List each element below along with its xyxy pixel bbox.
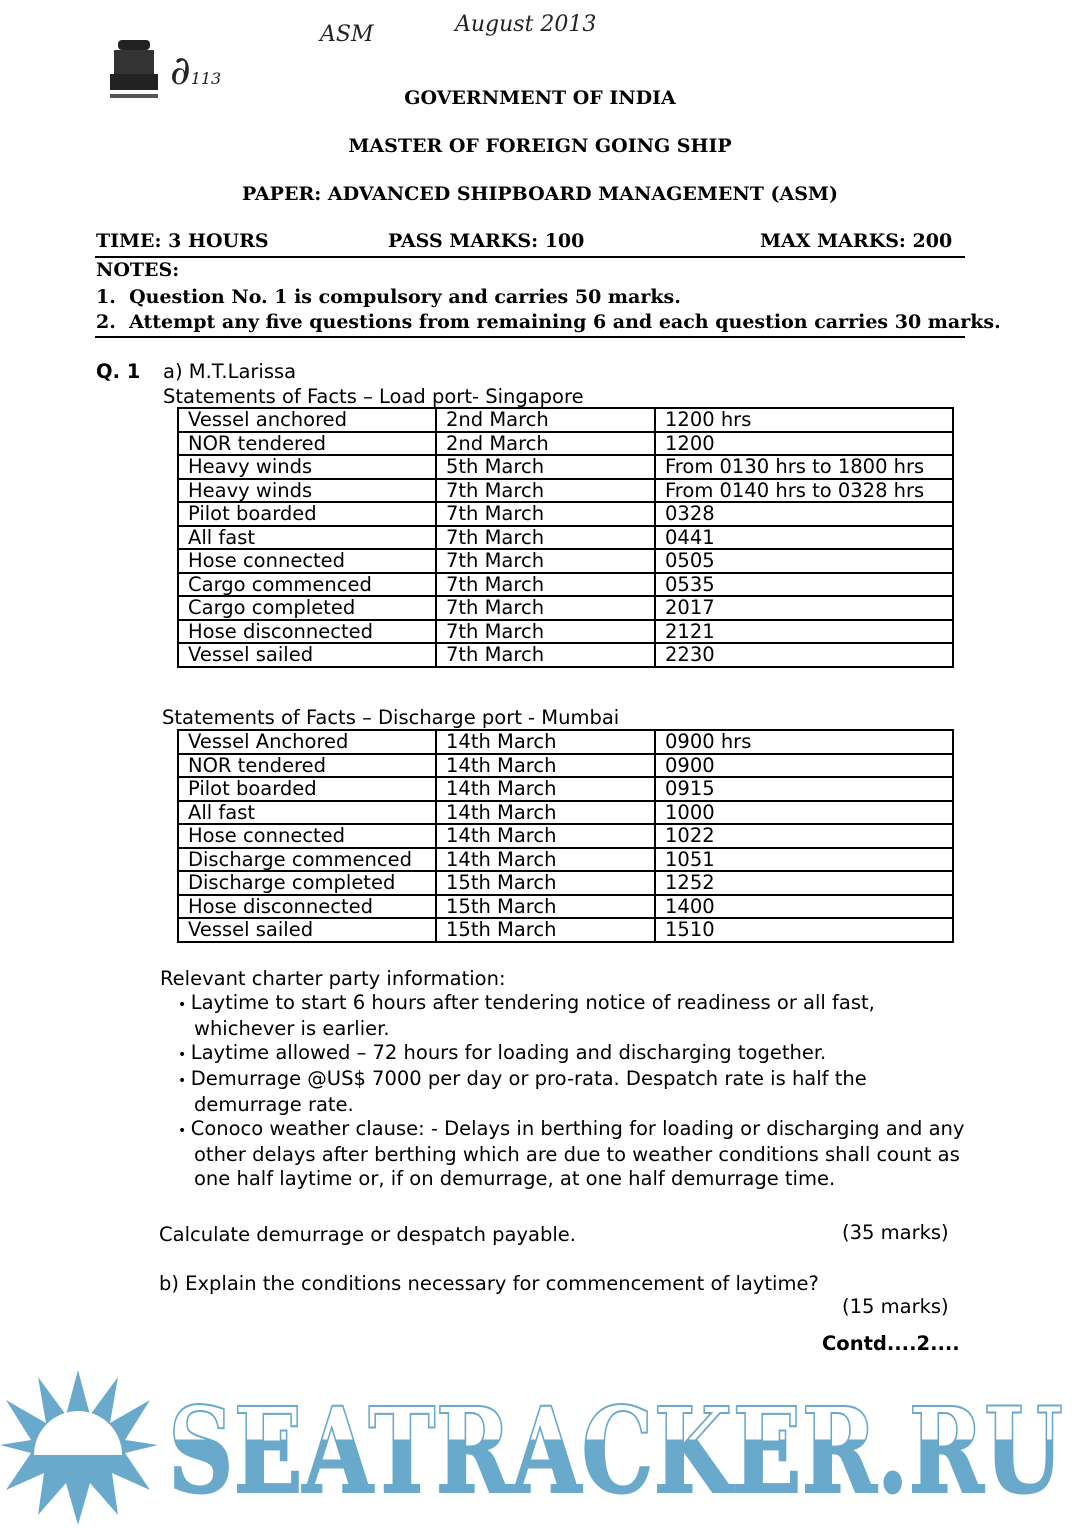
date-cell: 5th March [436,455,655,479]
time-cell: 0505 [655,549,953,573]
event-cell: Discharge commenced [178,848,436,872]
time: TIME: 3 HOURS [96,230,269,252]
cp-title: Relevant charter party information: [160,967,506,990]
paper-title: PAPER: ADVANCED SHIPBOARD MANAGEMENT (ASM) [242,183,838,205]
pass-marks: PASS MARKS: 100 [388,230,585,252]
table-row [178,848,953,872]
event-cell: Pilot boarded [178,502,436,526]
note-2: 2. Attempt any five questions from remaining 6 and each question carries 30 marks. [96,311,1001,333]
notes-title: NOTES: [96,259,180,281]
org-title: GOVERNMENT OF INDIA [404,87,676,109]
table-row [178,754,953,778]
time-cell: 0441 [655,526,953,550]
table-row [178,777,953,801]
date-cell: 14th March [436,730,655,754]
date-cell: 14th March [436,801,655,825]
event-cell: Hose connected [178,549,436,573]
date-cell: 15th March [436,895,655,919]
table-row [178,455,953,479]
date-cell: 7th March [436,643,655,667]
time-cell: 0900 [655,754,953,778]
watermark [0,1365,1080,1528]
time-cell: 1200 hrs [655,408,953,432]
time-cell: 1022 [655,824,953,848]
event-cell: Hose connected [178,824,436,848]
cp-item: • Laytime allowed – 72 hours for loading and discharging together. [178,1041,968,1067]
table-row [178,730,953,754]
event-cell: Heavy winds [178,455,436,479]
time-cell: 0900 hrs [655,730,953,754]
event-cell: All fast [178,801,436,825]
time-cell: 2230 [655,643,953,667]
question-label: Q. 1 [96,360,141,383]
table-row [178,895,953,919]
event-cell: Cargo commenced [178,573,436,597]
table-row [178,549,953,573]
time-cell: 1200 [655,432,953,456]
table-row [178,502,953,526]
time-cell: 1252 [655,871,953,895]
continued: Contd....2.... [822,1332,960,1355]
table-row [178,643,953,667]
table-row [178,620,953,644]
handwritten-date: August 2013 [455,12,597,37]
part-a-title: a) M.T.Larissa [163,360,297,383]
event-cell: NOR tendered [178,754,436,778]
time-cell: 1051 [655,848,953,872]
max-marks: MAX MARKS: 200 [760,230,953,252]
date-cell: 7th March [436,549,655,573]
time-cell: 1000 [655,801,953,825]
discharge-port-title: Statements of Facts – Discharge port - Mumbai [162,706,620,729]
event-cell: All fast [178,526,436,550]
cp-list [178,991,968,1191]
event-cell: Hose disconnected [178,620,436,644]
table-row [178,408,953,432]
sun-icon [0,1370,158,1525]
date-cell: 2nd March [436,432,655,456]
table-row [178,871,953,895]
time-cell: 1510 [655,918,953,942]
divider [95,256,965,258]
event-cell: Vessel sailed [178,918,436,942]
date-cell: 14th March [436,754,655,778]
time-cell: 2121 [655,620,953,644]
date-cell: 14th March [436,777,655,801]
event-cell: Vessel Anchored [178,730,436,754]
event-cell: Cargo completed [178,596,436,620]
date-cell: 15th March [436,871,655,895]
event-cell: Discharge completed [178,871,436,895]
date-cell: 7th March [436,573,655,597]
date-cell: 7th March [436,526,655,550]
cp-item: • Demurrage @US$ 7000 per day or pro-rata. Despatch rate is half the demurrage rate. [178,1067,968,1117]
time-cell: From 0130 hrs to 1800 hrs [655,455,953,479]
discharge-port-table [177,729,954,943]
time-cell: 0535 [655,573,953,597]
part-b: b) Explain the conditions necessary for commencement of laytime? [159,1272,819,1295]
part-b-marks: (15 marks) [842,1295,949,1318]
date-cell: 14th March [436,824,655,848]
watermark-text: SEATRACKER.RU [168,1381,1063,1520]
load-port-title: Statements of Facts – Load port- Singapore [163,385,584,408]
date-cell: 7th March [436,596,655,620]
handwritten-initials: ∂113 [170,48,222,94]
load-port-table [177,407,954,668]
event-cell: Heavy winds [178,479,436,503]
note-1: 1. Question No. 1 is compulsory and carries 50 marks. [96,286,681,308]
date-cell: 7th March [436,479,655,503]
time-cell: From 0140 hrs to 0328 hrs [655,479,953,503]
date-cell: 14th March [436,848,655,872]
handwritten-code: ASM [320,22,374,47]
calc-marks: (35 marks) [842,1221,949,1244]
time-cell: 1400 [655,895,953,919]
date-cell: 2nd March [436,408,655,432]
divider [95,336,965,338]
event-cell: Vessel sailed [178,643,436,667]
date-cell: 15th March [436,918,655,942]
event-cell: NOR tendered [178,432,436,456]
time-cell: 0328 [655,502,953,526]
event-cell: Pilot boarded [178,777,436,801]
table-row [178,526,953,550]
course-title: MASTER OF FOREIGN GOING SHIP [348,135,732,157]
table-row [178,918,953,942]
time-cell: 0915 [655,777,953,801]
calc-instruction: Calculate demurrage or despatch payable. [159,1223,576,1246]
date-cell: 7th March [436,620,655,644]
table-row [178,824,953,848]
cp-item: • Laytime to start 6 hours after tendering notice of readiness or all fast, whichever is earlier. [178,991,968,1041]
table-row [178,801,953,825]
time-cell: 2017 [655,596,953,620]
cp-item: • Conoco weather clause: - Delays in berthing for loading or discharging and any other delays after berthing which are due to weather conditions shall count as one half laytime or, if on demurrage, at one half demurrage time. [178,1117,968,1191]
event-cell: Hose disconnected [178,895,436,919]
event-cell: Vessel anchored [178,408,436,432]
date-cell: 7th March [436,502,655,526]
table-row [178,432,953,456]
table-row [178,573,953,597]
table-row [178,596,953,620]
table-row [178,479,953,503]
